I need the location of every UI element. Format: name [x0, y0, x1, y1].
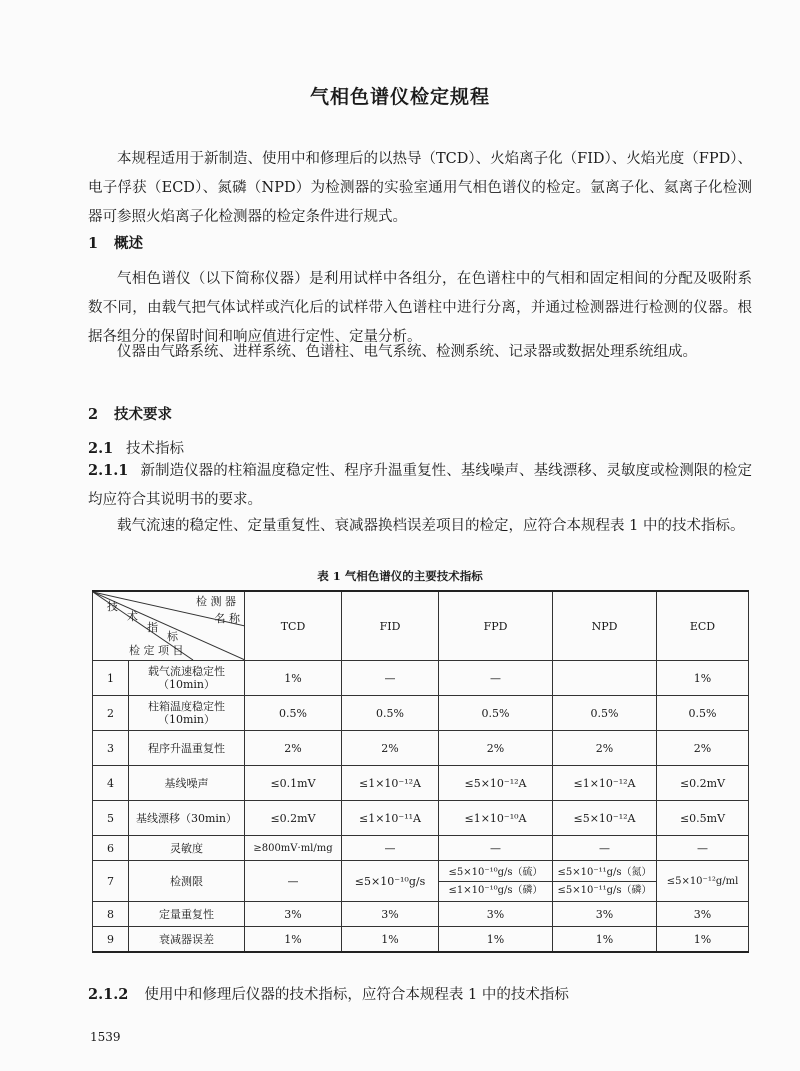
column-header-fpd: FPD	[439, 591, 553, 661]
row-item: 检测限	[129, 861, 245, 902]
cell-fpd: 2%	[439, 731, 553, 766]
section-2-number: 2	[88, 406, 99, 423]
row-item: 基线漂移（30min）	[129, 801, 245, 836]
row-number: 7	[93, 861, 129, 902]
row-item: 载气流速稳定性（10min）	[129, 661, 245, 696]
cell-fid: 1%	[342, 927, 439, 953]
cell-ecd: ≤5×10⁻¹²g/ml	[657, 861, 749, 902]
corner-mark-label: 标	[167, 630, 178, 643]
npd-nitrogen-limit: ≤5×10⁻¹¹g/s（氮）	[553, 864, 656, 882]
table-row	[93, 696, 749, 731]
row-item: 柱箱温度稳定性（10min）	[129, 696, 245, 731]
cell-fid: ≤5×10⁻¹⁰g/s	[342, 861, 439, 902]
corner-index-label: 指	[147, 621, 158, 634]
cell-fid: 2%	[342, 731, 439, 766]
corner-art-label: 术	[127, 610, 138, 623]
cell-npd: 0.5%	[553, 696, 657, 731]
cell-fid: 0.5%	[342, 696, 439, 731]
section-2-1-heading	[88, 437, 184, 458]
row-item: 基线噪声	[129, 766, 245, 801]
cell-tcd: 1%	[245, 927, 342, 953]
section-2-1-1-number: 2.1.1	[88, 462, 129, 479]
cell-fid: —	[342, 661, 439, 696]
row-number: 9	[93, 927, 129, 953]
table-row	[93, 731, 749, 766]
row-number: 2	[93, 696, 129, 731]
cell-ecd: 1%	[657, 927, 749, 953]
cell-ecd: 2%	[657, 731, 749, 766]
cell-npd	[553, 661, 657, 696]
cell-npd	[553, 861, 657, 902]
section-1-paragraph-1: 气相色谱仪（以下简称仪器）是利用试样中各组分，在色谱柱中的气相和固定相间的分配及吸附系数不同，由载气把气体试样或汽化后的试样带入色谱柱中进行分离，并通过检测器进行检测的仪器。根据各组分的保留时间和响应值进行定性、定量分析。	[88, 271, 752, 345]
cell-fpd: ≤1×10⁻¹⁰A	[439, 801, 553, 836]
table-row	[93, 927, 749, 953]
spec-table	[92, 590, 749, 953]
cell-fpd: 1%	[439, 927, 553, 953]
page-number: 1539	[90, 1030, 121, 1044]
cell-tcd: 3%	[245, 902, 342, 927]
section-2-1-2-text: 使用中和修理后仪器的技术指标，应符合本规程表 1 中的技术指标	[144, 987, 569, 1003]
row-number: 5	[93, 801, 129, 836]
section-2-1-number: 2.1	[88, 440, 114, 457]
cell-fpd: —	[439, 661, 553, 696]
cell-npd: ≤5×10⁻¹²A	[553, 801, 657, 836]
npd-sublines	[553, 864, 656, 899]
section-2-1-title: 技术指标	[126, 441, 184, 457]
fpd-sublines	[439, 864, 552, 899]
cell-ecd: 0.5%	[657, 696, 749, 731]
table-corner-cell	[93, 591, 245, 661]
row-item: 定量重复性	[129, 902, 245, 927]
column-header-ecd: ECD	[657, 591, 749, 661]
cell-ecd: 3%	[657, 902, 749, 927]
section-1-number: 1	[88, 235, 99, 252]
section-1-paragraph-2: 仪器由气路系统、进样系统、色谱柱、电气系统、检测系统、记录器或数据处理系统组成。	[117, 344, 697, 360]
row-number: 8	[93, 902, 129, 927]
section-2-1-1-paragraph	[88, 456, 752, 515]
table-row	[93, 902, 749, 927]
cell-fid: ≤1×10⁻¹¹A	[342, 801, 439, 836]
row-number: 3	[93, 731, 129, 766]
corner-tech-label: 技	[107, 600, 118, 613]
corner-item-label: 检 定 项 目	[129, 644, 184, 657]
npd-phosphorus-limit: ≤5×10⁻¹¹g/s（磷）	[557, 884, 652, 896]
row-item: 灵敏度	[129, 836, 245, 861]
intro-paragraph: 本规程适用于新制造、使用中和修理后的以热导（TCD）、火焰离子化（FID）、火焰光度（FPD）、电子俘获（ECD）、氮磷（NPD）为检测器的实验室通用气相色谱仪的检定。氩离子化、氦离子化检测器可参照火焰离子化检测器的检定条件进行规式。	[88, 151, 752, 225]
cell-ecd: 1%	[657, 661, 749, 696]
cell-tcd: 1%	[245, 661, 342, 696]
cell-fpd	[439, 861, 553, 902]
cell-tcd: ≤0.2mV	[245, 801, 342, 836]
section-2-1-2-number: 2.1.2	[88, 986, 129, 1003]
row-number: 4	[93, 766, 129, 801]
corner-name-label: 名 称	[214, 612, 240, 625]
column-header-fid: FID	[342, 591, 439, 661]
section-2-heading	[88, 403, 172, 424]
section-2-1-2-paragraph	[88, 980, 752, 1010]
cell-tcd: ≥800mV·ml/mg	[245, 836, 342, 861]
table-row	[93, 661, 749, 696]
fpd-phosphorus-limit: ≤1×10⁻¹⁰g/s（磷）	[448, 884, 543, 896]
cell-fid: —	[342, 836, 439, 861]
cell-tcd: —	[245, 861, 342, 902]
row-number: 6	[93, 836, 129, 861]
cell-fpd: 0.5%	[439, 696, 553, 731]
section-2-1-1-text: 新制造仪器的柱箱温度稳定性、程序升温重复性、基线噪声、基线漂移、灵敏度或检测限的检定均应符合其说明书的要求。	[88, 463, 752, 508]
section-1-title: 概述	[114, 235, 143, 252]
cell-npd: 3%	[553, 902, 657, 927]
cell-fpd: —	[439, 836, 553, 861]
cell-fid: ≤1×10⁻¹²A	[342, 766, 439, 801]
cell-ecd: ≤0.5mV	[657, 801, 749, 836]
column-header-npd: NPD	[553, 591, 657, 661]
column-header-tcd: TCD	[245, 591, 342, 661]
table-row	[93, 766, 749, 801]
cell-npd: 1%	[553, 927, 657, 953]
table-row	[93, 801, 749, 836]
row-number: 1	[93, 661, 129, 696]
cell-tcd: 0.5%	[245, 696, 342, 731]
cell-tcd: 2%	[245, 731, 342, 766]
cell-fpd: 3%	[439, 902, 553, 927]
section-1-heading	[88, 232, 143, 253]
section-2-title: 技术要求	[114, 406, 172, 423]
table-header-row	[93, 591, 749, 661]
cell-tcd: ≤0.1mV	[245, 766, 342, 801]
corner-detector-label: 检 测 器	[196, 595, 236, 608]
row-item: 衰减器误差	[129, 927, 245, 953]
cell-npd: 2%	[553, 731, 657, 766]
table-caption: 表 1 气相色谱仪的主要技术指标	[317, 569, 483, 583]
cell-npd: ≤1×10⁻¹²A	[553, 766, 657, 801]
row-item: 程序升温重复性	[129, 731, 245, 766]
section-2-1-1-paragraph-2: 载气流速的稳定性、定量重复性、衰减器换档误差项目的检定，应符合本规程表 1 中的技术指标。	[117, 518, 745, 534]
cell-npd: —	[553, 836, 657, 861]
cell-ecd: —	[657, 836, 749, 861]
cell-ecd: ≤0.2mV	[657, 766, 749, 801]
cell-fid: 3%	[342, 902, 439, 927]
fpd-sulfur-limit: ≤5×10⁻¹⁰g/s（硫）	[439, 864, 552, 882]
page-title: 气相色谱仪检定规程	[309, 86, 490, 108]
cell-fpd: ≤5×10⁻¹²A	[439, 766, 553, 801]
table-row	[93, 836, 749, 861]
table-row	[93, 861, 749, 902]
